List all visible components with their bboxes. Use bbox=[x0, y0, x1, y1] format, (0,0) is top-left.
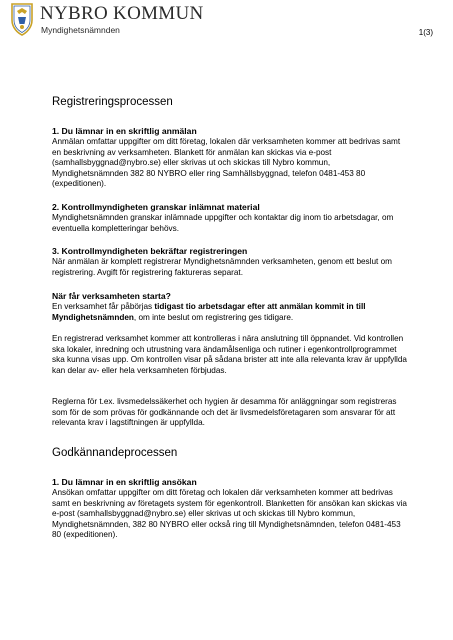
start-text-emphasis: tidigast tio arbetsdagar efter att anmälan kommit in till Myndighetsnämnden bbox=[52, 302, 366, 322]
reg-step3-heading: 3. Kontrollmyndigheten bekräftar registreringen bbox=[52, 246, 248, 256]
org-subtitle: Myndighetsnämnden bbox=[41, 25, 120, 35]
registration-title: Registreringsprocessen bbox=[52, 96, 173, 108]
approval-title: Godkännandeprocessen bbox=[52, 447, 178, 459]
rules-text: Reglerna för t.ex. livsmedelssäkerhet och hygien är desamma för anläggningar som registreras som för de som prövas för godkännande och det är livsmedelsföretagaren som ansvarar för att relevanta krav i lagstiftningen är uppfyllda. bbox=[52, 397, 397, 427]
reg-step2-text: Myndighetsnämnden granskar inlämnade uppgifter och kontaktar dig inom tio arbetsdagar, om eventuella kompletteringar behövs. bbox=[52, 213, 394, 233]
page-number: 1(3) bbox=[418, 28, 433, 37]
reg-step1-text: Anmälan omfattar uppgifter om ditt företag, lokalen där verksamheten kommer att bedrivas samt en beskrivning av verksamheten. Blankett för anmälan kan skickas via e-post (samhallsbyggnad@nybro.se) eller skrivas ut och skickas till Nybro kommun, Myndighetsnämnden 382 80 NYBRO eller ring Samhällsbyggnad, telefon 0481-453 80 (expeditionen). bbox=[52, 137, 401, 188]
start-heading: När får verksamheten starta? bbox=[52, 291, 171, 301]
control-text: En registrerad verksamhet kommer att kontrolleras i nära anslutning till öppnandet. Vid kontrollen ska lokaler, inredning och utrustning vara ändamålsenliga och rutiner i egenkontrollprogrammet ska kunna visas upp. Om kontrollen visar på sådana brister att inte alla relevanta krav är uppfyllda kan delar av- eller hela verksamheten förbjudas. bbox=[52, 334, 407, 375]
reg-step1-heading: 1. Du lämnar in en skriftlig anmälan bbox=[52, 126, 197, 136]
app-step1-heading: 1. Du lämnar in en skriftlig ansökan bbox=[52, 477, 197, 487]
reg-step3-text: När anmälan är komplett registrerar Myndighetsnämnden verksamheten, genom ett beslut om registrering. Avgift för registrering faktureras separat. bbox=[52, 257, 392, 277]
start-text-pre: En verksamhet får påbörjas bbox=[52, 302, 155, 311]
municipal-crest-icon bbox=[10, 2, 34, 36]
start-text bbox=[52, 302, 408, 323]
letterhead bbox=[10, 2, 443, 42]
reg-step2-heading: 2. Kontrollmyndigheten granskar inlämnat material bbox=[52, 202, 260, 212]
org-name: NYBRO KOMMUN bbox=[40, 3, 204, 24]
app-step1-text: Ansökan omfattar uppgifter om ditt företag och lokalen där verksamheten kommer att bedrivas samt en beskrivning av företagets system för egenkontroll. Blanketten för ansökan kan skickas via e-post (samhallsbyggnad@nybro.se) eller skrivas ut och skickas till Nybro kommun, Myndighetsnämnden, 382 80 NYBRO eller också ring till Myndighetsnämnden, telefon 0481-453 80 (expeditionen). bbox=[52, 488, 407, 539]
start-text-post: , om inte beslut om registrering ges tidigare. bbox=[133, 312, 294, 322]
